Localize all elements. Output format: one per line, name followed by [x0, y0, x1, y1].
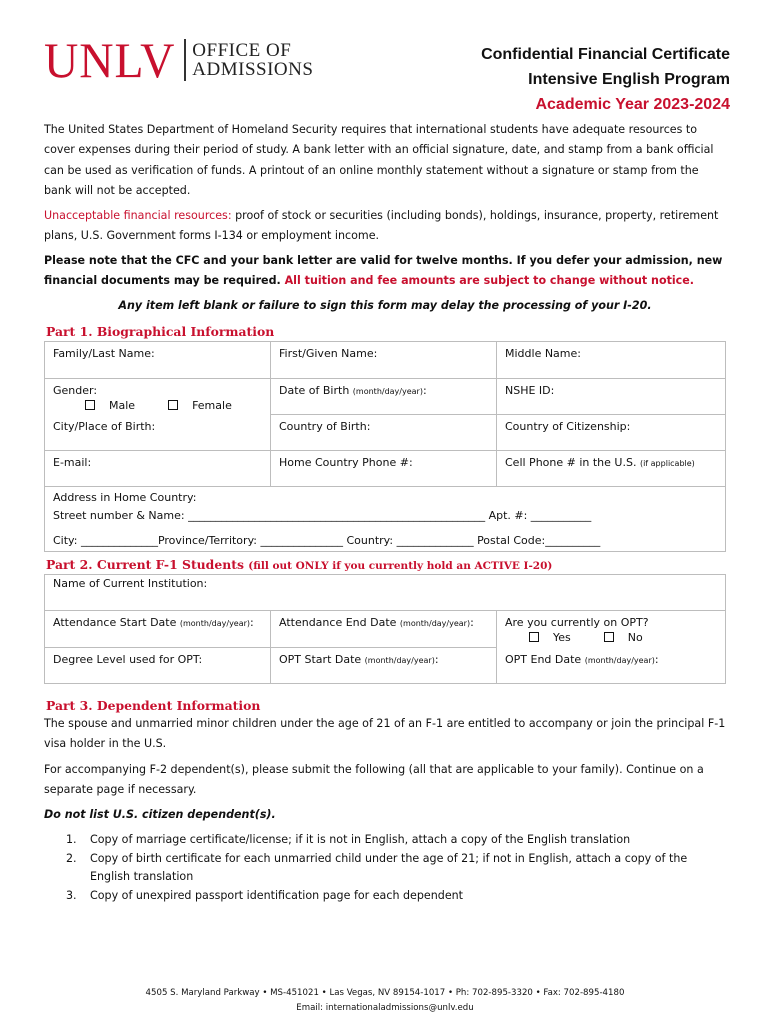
country-of-citizenship-field[interactable]: Country of Citizenship:: [497, 415, 726, 451]
attendance-start-field[interactable]: [45, 611, 271, 648]
middle-name-field[interactable]: Middle Name:: [497, 342, 726, 379]
validity-note-red: All tuition and fee amounts are subject to change without notice.: [280, 274, 694, 288]
list-item-number: 3.: [66, 888, 77, 902]
validity-note-bold: Please note that the CFC and your bank letter are valid for twelve months. If you defer your admission, new financial documents may be required.: [44, 254, 723, 288]
page-header: [44, 32, 734, 120]
female-checkbox[interactable]: [168, 400, 178, 410]
intro-paragraph: The United States Department of Homeland Security requires that international students have adequate resources to cover expenses during their period of study. A bank letter with an official signature, date, and stamp from a bank official can be used as verification of funds. A printout of an online monthly statement without a signature or stamp from the bank will not be accepted.: [44, 123, 714, 197]
male-label: Male: [109, 399, 136, 412]
dependent-document-list: [66, 831, 716, 905]
logo-unlv-wordmark: UNLV: [44, 32, 176, 88]
unacceptable-text: proof of stock or securities (including bonds), holdings, insurance, property, retirement plans, U.S. Government forms I-134 or employment income.: [44, 209, 719, 243]
home-address-field[interactable]: [45, 487, 726, 552]
current-institution-field[interactable]: Name of Current Institution:: [45, 575, 726, 611]
title-line1: Confidential Financial Certificate: [481, 46, 730, 63]
attendance-start-hint: (month/day/year): [179, 619, 251, 628]
attendance-start-label: Attendance Start Date: [53, 616, 180, 629]
degree-level-field[interactable]: Degree Level used for OPT:: [45, 648, 271, 684]
unacceptable-resources: [44, 206, 726, 247]
city-of-birth-field[interactable]: City/Place of Birth:: [45, 415, 271, 451]
part3-paragraph2: For accompanying F-2 dependent(s), please submit the following (all that are applicable to your family). Continue on a separate page if necessary.: [44, 763, 704, 797]
opt-question-label: Are you currently on OPT?: [505, 616, 649, 629]
gender-options: [53, 399, 262, 412]
address-title: Address in Home Country:: [53, 491, 197, 504]
dob-colon: :: [422, 384, 427, 397]
list-item: [66, 831, 716, 850]
list-item-text: Copy of birth certificate for each unmarried child under the age of 21; if not in English, attach a copy of the English translation: [90, 851, 688, 883]
male-checkbox[interactable]: [85, 400, 95, 410]
list-item-number: 1.: [66, 833, 77, 846]
list-item: [66, 850, 716, 887]
cell-phone-hint: (if applicable): [639, 459, 695, 468]
cell-phone-label: Cell Phone # in the U.S.: [505, 456, 640, 469]
list-item-text: Copy of unexpired passport identification page for each dependent: [90, 888, 464, 902]
dob-field[interactable]: [271, 379, 497, 415]
opt-yes-label: Yes: [553, 631, 571, 644]
footer-email: Email: internationaladmissions@unlv.edu: [296, 1003, 474, 1013]
part2-title-sub: (fill out ONLY if you currently hold an ACTIVE I-20): [248, 560, 553, 572]
unacceptable-label: Unacceptable financial resources:: [44, 209, 232, 222]
home-phone-field[interactable]: Home Country Phone #:: [271, 451, 497, 487]
email-field[interactable]: E-mail:: [45, 451, 271, 487]
validity-note: [44, 251, 726, 292]
part3-title: Part 3. Dependent Information: [46, 698, 261, 713]
opt-start-field[interactable]: [271, 648, 497, 684]
nshe-id-field[interactable]: NSHE ID:: [497, 379, 726, 415]
attendance-end-field[interactable]: [271, 611, 497, 648]
logo-divider: [184, 39, 186, 81]
street-line: Street number & Name: ______________________________________________________ Apt. #: ___________: [53, 508, 592, 522]
part3-paragraph1: The spouse and unmarried minor children under the age of 21 of an F-1 are entitled to accompany or join the principal F-1 visa holder in the U.S.: [44, 717, 726, 751]
opt-end-hint: (month/day/year): [584, 655, 655, 665]
opt-end-label: OPT End Date: [505, 652, 585, 666]
gender-label: Gender:: [53, 384, 98, 397]
part2-title-main: Part 2. Current F-1 Students: [46, 557, 249, 572]
gender-field: [45, 379, 271, 415]
dob-hint: (month/day/year): [352, 387, 423, 396]
opt-start-label: OPT Start Date: [279, 653, 365, 666]
attendance-start-colon: :: [250, 616, 254, 629]
title-line2: Intensive English Program: [528, 71, 730, 88]
part2-table: [44, 574, 726, 684]
opt-no-label: No: [627, 631, 643, 644]
page-footer: [0, 986, 770, 1016]
part1-title: Part 1. Biographical Information: [46, 324, 275, 339]
logo-office-line2: ADMISSIONS: [192, 59, 314, 80]
list-item-number: 2.: [66, 851, 77, 865]
list-item-text: Copy of marriage certificate/license; if it is not in English, attach a copy of the English translation: [90, 833, 631, 846]
female-label: Female: [192, 399, 232, 412]
document-title: [481, 42, 730, 117]
processing-warning: Any item left blank or failure to sign this form may delay the processing of your I-20.: [118, 299, 652, 312]
part1-table: [44, 341, 726, 552]
opt-options: [505, 631, 717, 644]
cell-phone-field[interactable]: [497, 451, 726, 487]
attendance-end-hint: (month/day/year): [399, 619, 471, 628]
opt-start-colon: :: [434, 653, 439, 666]
country-of-birth-field[interactable]: Country of Birth:: [271, 415, 497, 451]
part2-title: [46, 557, 552, 572]
opt-end-colon: :: [654, 652, 659, 666]
attendance-end-label: Attendance End Date: [279, 616, 400, 629]
opt-yes-checkbox[interactable]: [529, 632, 539, 642]
part3-no-citizen-note: Do not list U.S. citizen dependent(s).: [44, 808, 276, 821]
logo-office-text: [192, 41, 313, 79]
logo-office-line1: OFFICE OF: [192, 40, 292, 61]
footer-address: 4505 S. Maryland Parkway • MS-451021 • Las Vegas, NV 89154-1017 • Ph: 702-895-3320 • Fax: 702-895-4180: [145, 988, 625, 998]
title-academic-year: Academic Year 2023-2024: [535, 96, 730, 113]
family-name-field[interactable]: Family/Last Name:: [45, 342, 271, 379]
first-name-field[interactable]: First/Given Name:: [271, 342, 497, 379]
opt-no-checkbox[interactable]: [604, 632, 614, 642]
opt-question-field: [497, 611, 726, 648]
opt-start-hint: (month/day/year): [364, 656, 435, 665]
unlv-admissions-logo: [44, 32, 314, 88]
opt-end-field[interactable]: [497, 648, 726, 684]
dob-label: Date of Birth: [279, 384, 353, 397]
list-item: [66, 887, 716, 906]
attendance-end-colon: :: [470, 616, 474, 629]
city-line: City: ______________Province/Territory: _______________ Country: ______________ Postal Code:__________: [53, 534, 601, 547]
